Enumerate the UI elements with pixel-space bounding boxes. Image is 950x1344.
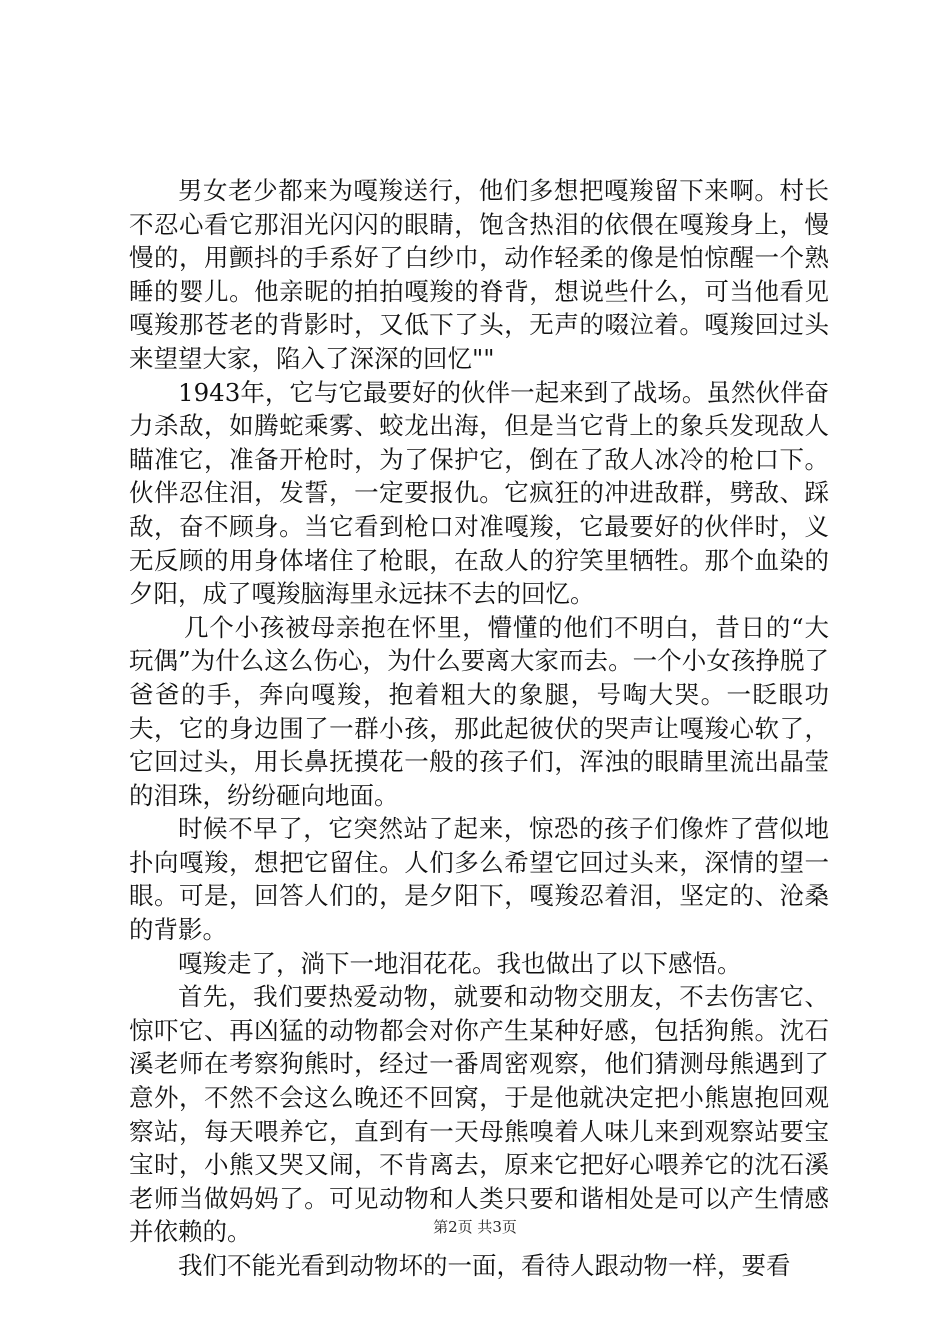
page-footer: 第2页 共3页 <box>433 1218 517 1236</box>
paragraph-continuation: 我们不能光看到动物坏的一面，看待人跟动物一样，要看 <box>178 1251 791 1280</box>
paragraph-reflection-intro: 嘎羧走了，淌下一地泪花花。我也做出了以下感悟。 <box>178 948 742 978</box>
paragraph-departure: 时候不早了，它突然站了起来，惊恐的孩子们像炸了营似地扑向嘎羧，想把它留住。人们多么希望它回过头来，深情的望一眼。可是，回答人们的，是夕阳下，嘎羧忍着泪，坚定的、沧桑的背影。 <box>129 814 829 945</box>
paragraph-love-animals: 首先，我们要热爱动物，就要和动物交朋友，不去伤害它、惊吓它、再凶猛的动物都会对你产生某种好感，包括狗熊。沈石溪老师在考察狗熊时，经过一番周密观察，他们猜测母熊遇到了意外，不然不会这么晚还不回窝，于是他就决定把小熊崽抱回观察站，每天喂养它，直到有一天母熊嗅着人味儿来到观察站要宝宝时，小熊又哭又闹，不肯离去，原来它把好心喂养它的沈石溪老师当做妈妈了。可见动物和人类只要和谐相处是可以产生情感并依赖的。 <box>129 982 829 1247</box>
paragraph-children: 几个小孩被母亲抱在怀里，懵懂的他们不明白，昔日的“大玩偶”为什么这么伤心，为什么要离大家而去。一个小女孩挣脱了爸爸的手，奔向嘎羧，抱着粗大的象腿，号啕大哭。一眨眼功夫，它的身边围了一群小孩，那此起彼伏的哭声让嘎羧心软了，它回过头，用长鼻抚摸花一般的孩子们，浑浊的眼睛里流出晶莹的泪珠，纷纷砸向地面。 <box>129 612 829 810</box>
paragraph-1943-memory: 1943年，它与它最要好的伙伴一起来到了战场。虽然伙伴奋力杀敌，如腾蛇乘雾、蛟龙出海，但是当它背上的象兵发现敌人瞄准它，准备开枪时，为了保护它，倒在了敌人冰冷的枪口下。伙伴忍住泪，发誓，一定要报仇。它疯狂的冲进敌群，劈敌、踩敌，奋不顾身。当它看到枪口对准嘎羧，它最要好的伙伴时，义无反顾的用身体堵住了枪眼，在敌人的狞笑里牺牲。那个血染的夕阳，成了嘎羧脑海里永远抹不去的回忆。 <box>129 377 829 609</box>
paragraph-farewell: 男女老少都来为嘎羧送行，他们多想把嘎羧留下来啊。村长不忍心看它那泪光闪闪的眼睛，饱含热泪的依偎在嘎羧身上，慢慢的，用颤抖的手系好了白纱巾，动作轻柔的像是怕惊醒一个熟睡的婴儿。他亲昵的拍拍嘎羧的脊背，想说些什么，可当他看见嘎羧那苍老的背影时，又低下了头，无声的啜泣着。嘎羧回过头来望望大家，陷入了深深的回忆"" <box>129 176 829 373</box>
document-body <box>129 174 829 1283</box>
